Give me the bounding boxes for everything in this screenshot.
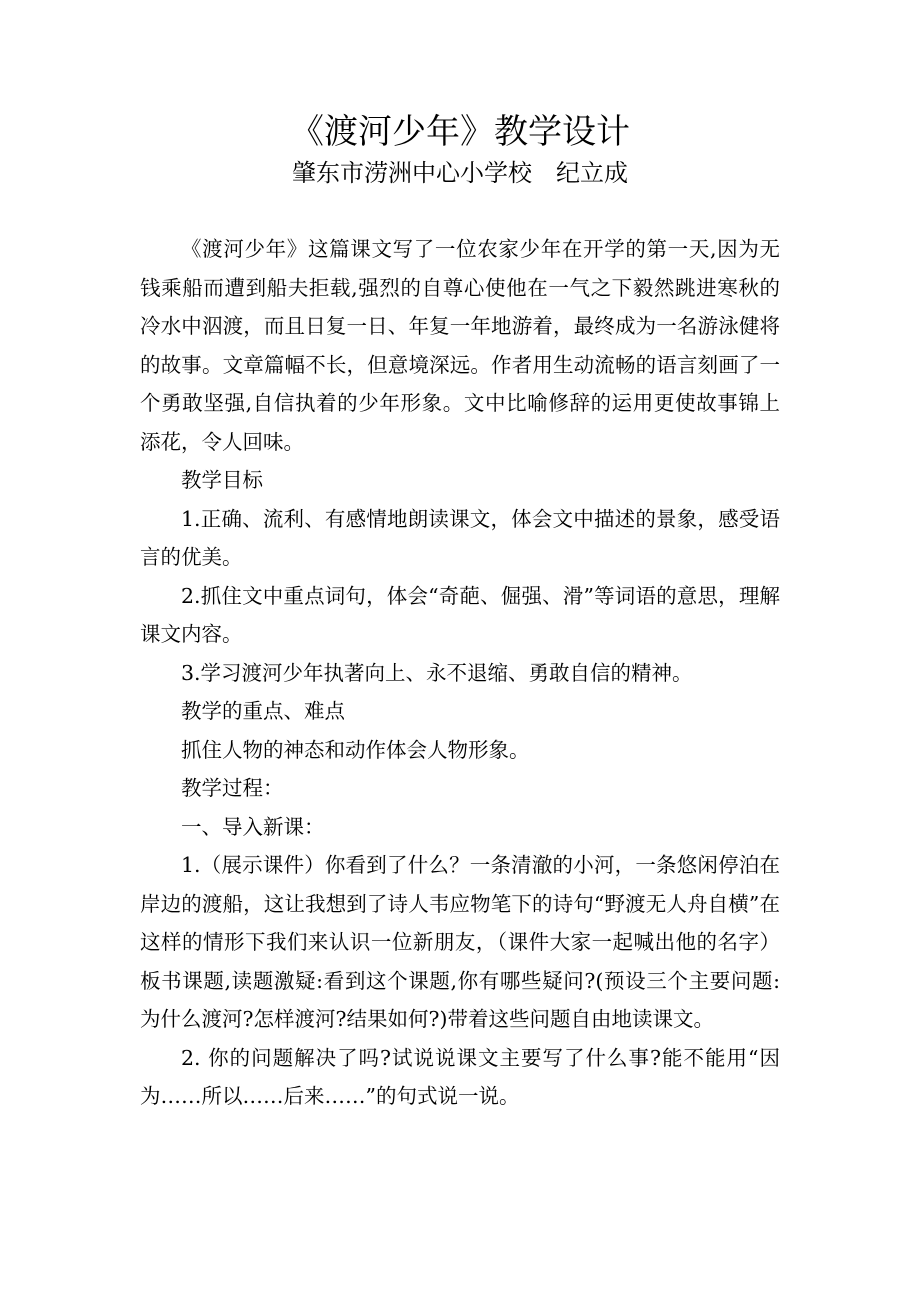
- goal-item-3: 3.学习渡河少年执著向上、永不退缩、勇敢自信的精神。: [181, 660, 693, 685]
- process-step-1: 1.（展示课件）你看到了什么？一条清澈的小河，一条悠闲停泊在岸边的渡船，这让我想到了诗人韦应物笔下的诗句“野渡无人舟自横”在这样的情形下我们来认识一位新朋友，（课件大家一起喊出他的名字）板书课题,读题激疑:看到这个课题,你有哪些疑问?(预设三个主要问题: 为什么渡河?怎样渡河?结果如何?)带着这些问题自由地读课文。: [140, 853, 780, 1031]
- process-step-2: 2. 你的问题解决了吗?试说说课文主要写了什么事?能不能用“因为……所以……后来……”的句式说一说。: [140, 1045, 780, 1108]
- section-heading-goals: 教学目标: [181, 468, 263, 492]
- document-body: [140, 230, 780, 1116]
- document-title: 《渡河少年》教学设计: [290, 112, 630, 152]
- subsection-heading-intro: 一、导入新课：: [181, 814, 325, 839]
- goal-item-2: 2.抓住文中重点词句，体会“奇葩、倔强、滑”等词语的意思，理解课文内容。: [140, 583, 780, 646]
- section-heading-key-points: 教学的重点、难点: [181, 699, 345, 723]
- author-line: 肇东市涝洲中心小学校 纪立成: [292, 159, 628, 187]
- intro-paragraph: 《渡河少年》这篇课文写了一位农家少年在开学的第一天,因为无钱乘船而遭到船夫拒载,强烈的自尊心使他在一气之下毅然跳进寒秋的冷水中泅渡，而且日复一日、年复一年地游着，最终成为一名游泳健将的故事。文章篇幅不长，但意境深远。作者用生动流畅的语言刻画了一个勇敢坚强,自信执着的少年形象。文中比喻修辞的运用更使故事锦上添花，令人回味。: [140, 237, 780, 454]
- section-heading-process: 教学过程：: [181, 776, 284, 800]
- key-points-text: 抓住人物的神态和动作体会人物形象。: [181, 737, 530, 762]
- goal-item-1: 1.正确、流利、有感情地朗读课文，体会文中描述的景象，感受语言的优美。: [140, 506, 780, 569]
